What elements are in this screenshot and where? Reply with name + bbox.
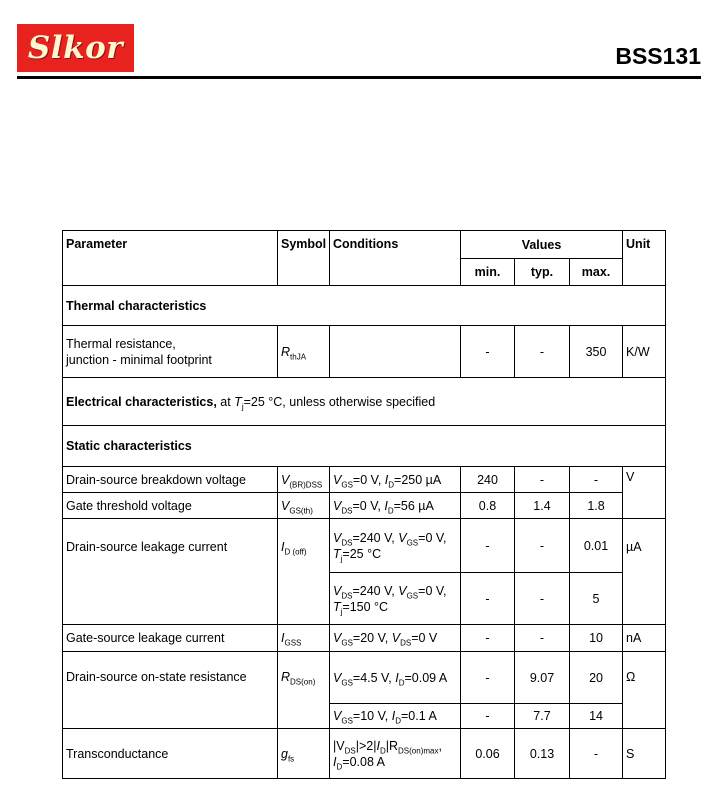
section-row-static — [63, 426, 666, 467]
symbol-rthja: $R_{thJA}$ — [278, 326, 330, 378]
value-min: - — [461, 704, 515, 729]
symbol-rdson: $R_{DS(on)}$ — [278, 652, 330, 729]
conditions-rdson-10v: $V_{GS}=10$ V, $I_D=0.1$ A — [330, 704, 461, 729]
part-number: BSS131 — [615, 43, 701, 69]
header-typ: typ. — [515, 259, 570, 286]
value-typ: - — [515, 467, 570, 493]
value-max: 10 — [570, 625, 623, 652]
section-row-electrical — [63, 378, 666, 426]
value-typ: - — [515, 519, 570, 573]
value-unit: Ω — [623, 652, 666, 729]
header-min: min. — [461, 259, 515, 286]
table-row — [63, 493, 666, 519]
value-max: 5 — [570, 573, 623, 625]
header-values: Values — [461, 231, 623, 259]
header-symbol: Symbol — [278, 231, 330, 286]
value-max: 1.8 — [570, 493, 623, 519]
header-max: max. — [570, 259, 623, 286]
header-rule — [17, 76, 701, 79]
value-typ: - — [515, 326, 570, 378]
value-typ: - — [515, 573, 570, 625]
section-thermal: Thermal characteristics — [63, 286, 666, 326]
value-typ: 0.13 — [515, 729, 570, 779]
header-parameter: Parameter — [63, 231, 278, 286]
param-threshold: Gate threshold voltage — [63, 493, 278, 519]
section-static: Static characteristics — [63, 426, 666, 467]
value-min: - — [461, 573, 515, 625]
conditions-empty — [330, 326, 461, 378]
header-unit: Unit — [623, 231, 666, 286]
conditions-leakage-150c: $V_{DS}=240$ V, $V_{GS}=0$ V, $T_j=150$ °C — [330, 573, 461, 625]
value-min: 0.8 — [461, 493, 515, 519]
value-max: 14 — [570, 704, 623, 729]
symbol-vgsth: $V_{GS(th)}$ — [278, 493, 330, 519]
conditions-leakage-25c: $V_{DS}=240$ V, $V_{GS}=0$ V, $T_j=25$ °C — [330, 519, 461, 573]
conditions-breakdown: $V_{GS}=0$ V, $I_D=250$ µA — [330, 467, 461, 493]
param-breakdown: Drain-source breakdown voltage — [63, 467, 278, 493]
value-typ: 7.7 — [515, 704, 570, 729]
value-max: - — [570, 467, 623, 493]
param-transconductance: Transconductance — [63, 729, 278, 779]
value-unit: µA — [623, 519, 666, 625]
logo-text: Slkor — [27, 30, 124, 66]
value-typ: 1.4 — [515, 493, 570, 519]
param-leakage: Drain-source leakage current — [63, 519, 278, 625]
param-thermal-resistance: Thermal resistance, junction - minimal footprint — [63, 326, 278, 378]
table-row — [63, 326, 666, 378]
section-row-thermal — [63, 286, 666, 326]
table-row — [63, 729, 666, 779]
conditions-rdson-4v5: $V_{GS}=4.5$ V, $I_D=0.09$ A — [330, 652, 461, 704]
symbol-vbrdss: $V_{(BR)DSS}$ — [278, 467, 330, 493]
param-on-resistance: Drain-source on-state resistance — [63, 652, 278, 729]
value-min: - — [461, 652, 515, 704]
value-min: 0.06 — [461, 729, 515, 779]
table-row — [63, 467, 666, 493]
conditions-transconductance: $|V_{DS}|>2|I_D|R_{DS(on)max}$, $I_D=0.08$ A — [330, 729, 461, 779]
section-electrical: Electrical characteristics, at $T_j=25$ °C, unless otherwise specified — [63, 378, 666, 426]
conditions-threshold: $V_{DS}=0$ V, $I_D=56$ µA — [330, 493, 461, 519]
value-unit: nA — [623, 625, 666, 652]
value-max: - — [570, 729, 623, 779]
symbol-igss: $I_{GSS}$ — [278, 625, 330, 652]
param-gate-leakage: Gate-source leakage current — [63, 625, 278, 652]
table-row — [63, 625, 666, 652]
table-header-row — [63, 231, 666, 259]
value-min: - — [461, 625, 515, 652]
brand-logo — [17, 24, 134, 72]
table-row — [63, 652, 666, 704]
symbol-idoff: $I_{D (off)}$ — [278, 519, 330, 625]
symbol-gfs: $g_{fs}$ — [278, 729, 330, 779]
value-min: 240 — [461, 467, 515, 493]
conditions-gate-leakage: $V_{GS}=20$ V, $V_{DS}=0$ V — [330, 625, 461, 652]
table-row — [63, 519, 666, 573]
value-unit: V — [623, 467, 666, 519]
header-conditions: Conditions — [330, 231, 461, 286]
value-typ: - — [515, 625, 570, 652]
value-max: 350 — [570, 326, 623, 378]
value-max: 0.01 — [570, 519, 623, 573]
value-typ: 9.07 — [515, 652, 570, 704]
characteristics-table — [62, 230, 666, 779]
value-max: 20 — [570, 652, 623, 704]
value-unit: K/W — [623, 326, 666, 378]
value-unit: S — [623, 729, 666, 779]
value-min: - — [461, 326, 515, 378]
value-min: - — [461, 519, 515, 573]
